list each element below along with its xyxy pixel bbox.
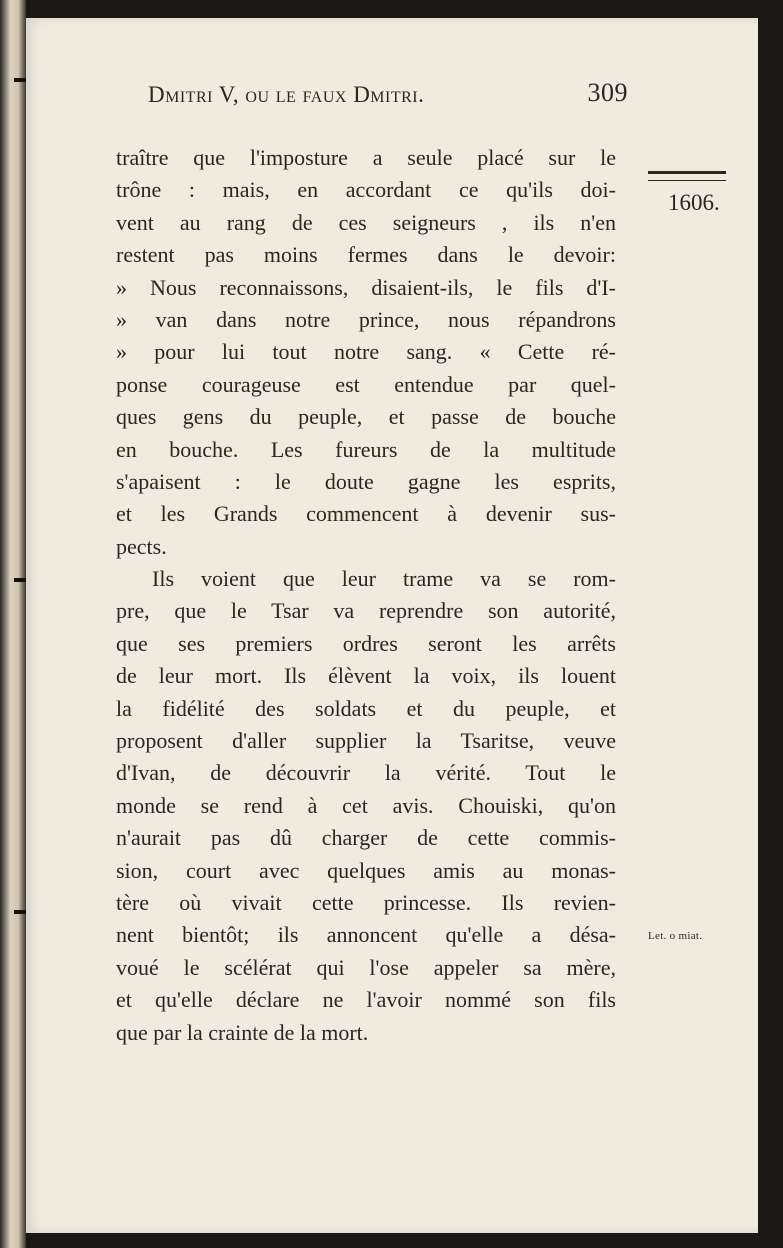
text-line: monde se rend à cet avis. Chouiski, qu'on: [116, 792, 616, 818]
page-number: 309: [587, 78, 628, 107]
text-line: nent bientôt; ils annoncent qu'elle a désa-: [116, 922, 616, 948]
book-spine: [0, 0, 26, 1248]
text-line: que par la crainte de la mort.: [116, 1019, 369, 1045]
text-line: d'Ivan, de découvrir la vérité. Tout le: [116, 760, 616, 786]
text-line: proposent d'aller supplier la Tsaritse, veuve: [116, 728, 616, 754]
margin-date: 1606.: [668, 190, 720, 215]
text-line: pects.: [116, 533, 167, 559]
running-header: [148, 78, 628, 108]
text-line: » pour lui tout notre sang. « Cette ré-: [116, 339, 616, 365]
text-line: restent pas moins fermes dans le devoir:: [116, 242, 616, 268]
text-line: voué le scélérat qui l'ose appeler sa mère,: [116, 954, 616, 980]
margin-rule: [648, 171, 726, 181]
text-line: » van dans notre prince, nous répandrons: [116, 306, 616, 332]
text-line: en bouche. Les fureurs de la multitude: [116, 436, 616, 462]
text-line: tère où vivait cette princesse. Ils revien-: [116, 889, 616, 915]
text-line: de leur mort. Ils élèvent la voix, ils louent: [116, 663, 616, 689]
text-line: s'apaisent : le doute gagne les esprits,: [116, 468, 616, 494]
text-line: ponse courageuse est entendue par quel-: [116, 371, 616, 397]
text-line: » Nous reconnaissons, disaient-ils, le fils d'I-: [116, 274, 616, 300]
text-line: sion, court avec quelques amis au monas-: [116, 857, 616, 883]
text-line: trône : mais, en accordant ce qu'ils doi-: [116, 177, 616, 203]
text-line: la fidélité des soldats et du peuple, et: [116, 695, 616, 721]
text-line: que ses premiers ordres seront les arrêts: [116, 630, 616, 656]
text-line: ques gens du peuple, et passe de bouche: [116, 404, 616, 430]
body-text: [116, 142, 616, 1049]
margin-note: Let. o miat.: [648, 930, 703, 942]
text-line: Ils voient que leur trame va se rom-: [152, 566, 616, 592]
running-title: Dmitri V, ou le faux Dmitri.: [148, 82, 425, 107]
text-line: traître que l'imposture a seule placé sur le: [116, 145, 616, 170]
text-line: pre, que le Tsar va reprendre son autorité,: [116, 598, 616, 624]
text-line: et qu'elle déclare ne l'avoir nommé son fils: [116, 987, 616, 1013]
text-line: et les Grands commencent à devenir sus-: [116, 501, 616, 527]
text-line: n'aurait pas dû charger de cette commis-: [116, 825, 616, 851]
text-line: vent au rang de ces seigneurs , ils n'en: [116, 209, 616, 235]
